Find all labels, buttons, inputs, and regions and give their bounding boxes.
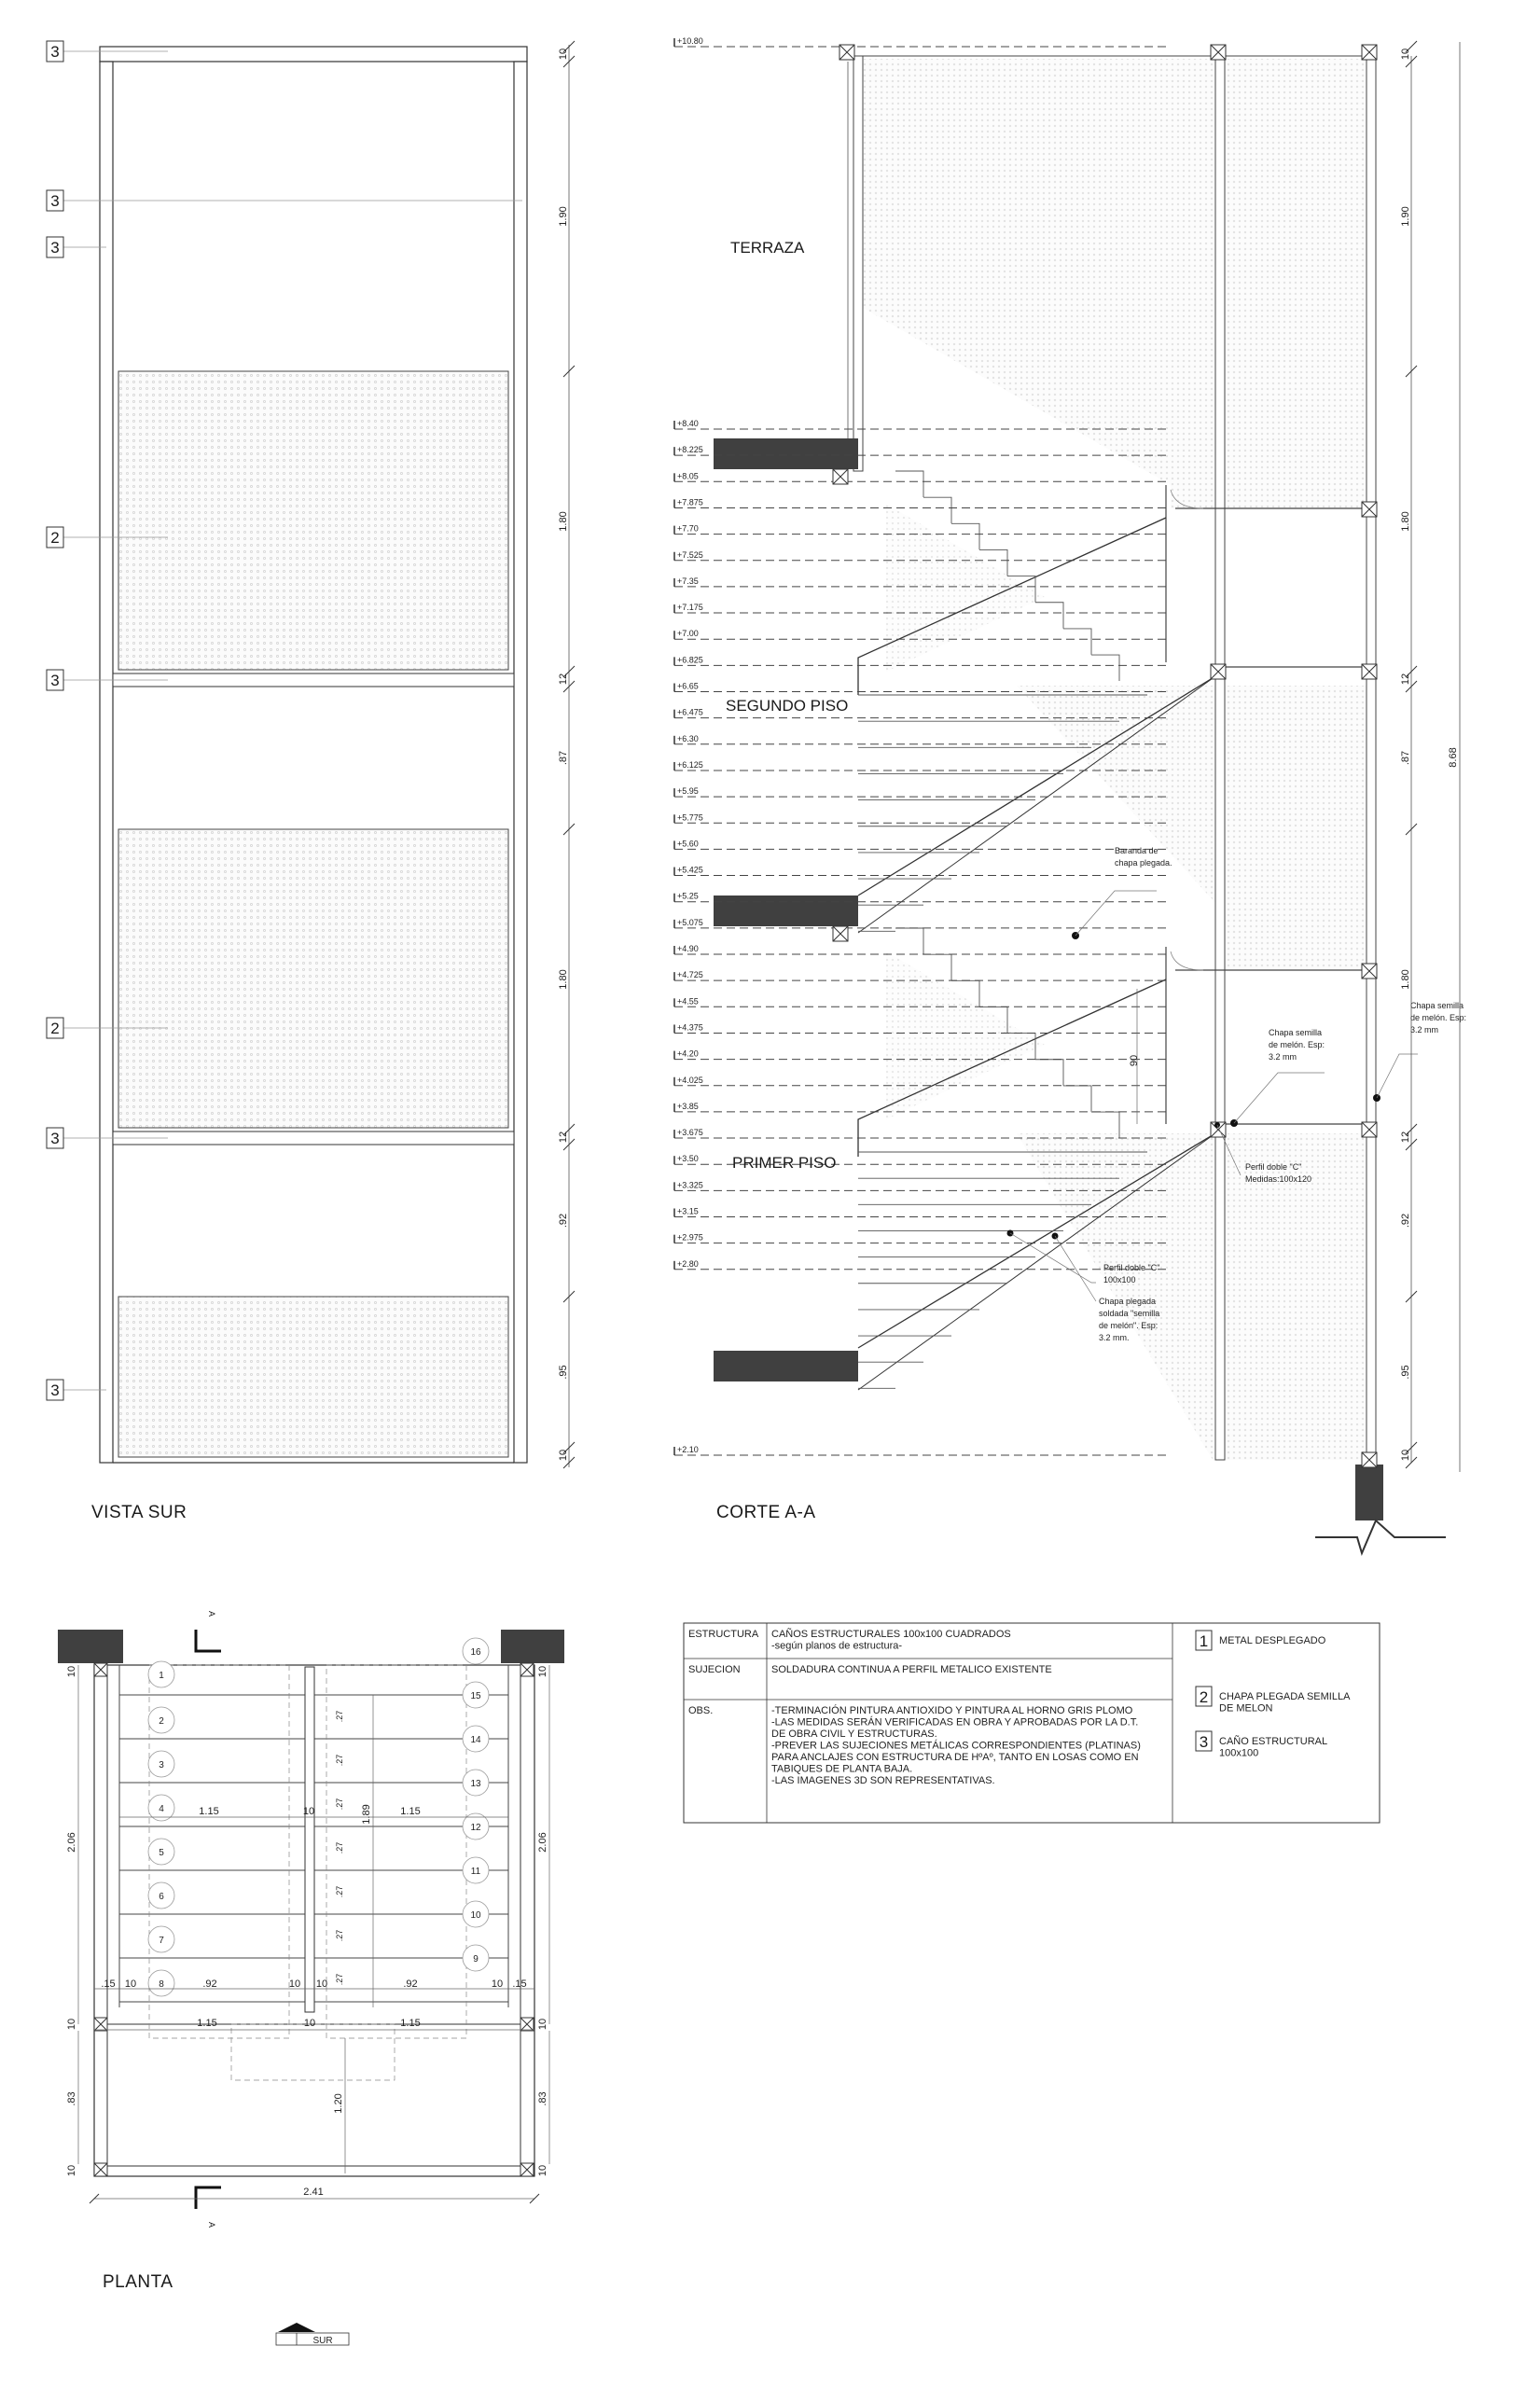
- vista-dim-label: 12: [558, 673, 569, 686]
- dim-landing-width-left: 1.15: [197, 2018, 217, 2029]
- dim-landing-gap: 10: [303, 2018, 316, 2029]
- table-value: -PREVER LAS SUJECIONES METÁLICAS CORRESPONDIENTES (PLATINAS): [771, 1740, 1141, 1752]
- level-label: +7.525: [677, 549, 703, 560]
- section-mark-top: A: [207, 1610, 216, 1617]
- corte-aa: [674, 36, 1466, 1553]
- tread-dim: .27: [335, 1710, 344, 1723]
- corte-dim-label: .95: [1400, 1365, 1411, 1380]
- vista-beam-2: [113, 1132, 514, 1145]
- north-arrow: [276, 2323, 349, 2346]
- corte-mesh-middle: [1017, 686, 1371, 970]
- legend-num: 3: [1199, 1733, 1209, 1751]
- level-label: +4.375: [677, 1022, 703, 1033]
- vista-panel-middle: [118, 829, 508, 1128]
- level-label: +3.325: [677, 1180, 703, 1190]
- corte-mesh-upper: [863, 59, 1371, 508]
- level-label: +6.475: [677, 707, 703, 717]
- step-number: 3: [159, 1760, 164, 1770]
- corte-total-height: 8.68: [1448, 747, 1459, 768]
- annotation-perfil_c: Perfil doble "C": [1245, 1162, 1302, 1172]
- planta-section-marks: [196, 1630, 221, 2209]
- corte-mesh-tri-1: [886, 504, 1045, 672]
- section-mark-bottom: A: [207, 2221, 216, 2228]
- table-value: -LAS IMAGENES 3D SON REPRESENTATIVAS.: [771, 1775, 995, 1786]
- step-number: 2: [159, 1716, 164, 1727]
- level-label: +3.85: [677, 1101, 699, 1111]
- level-label: +3.15: [677, 1206, 699, 1216]
- corte-slab-middle: [714, 896, 858, 926]
- step-number: 12: [470, 1823, 481, 1833]
- tread-dim: .27: [335, 1841, 344, 1854]
- table-value: CAÑOS ESTRUCTURALES 100x100 CUADRADOS: [771, 1629, 1011, 1640]
- vista-panel-lower: [118, 1297, 508, 1457]
- vista-dim-label: 10: [558, 1449, 569, 1462]
- dim-edge: 10: [66, 2018, 77, 2031]
- dim-edge-15: .15: [512, 1978, 527, 1990]
- tread-dim: .27: [335, 1973, 344, 1986]
- level-label: +8.05: [677, 471, 699, 481]
- vista-dim-label: .87: [558, 750, 569, 766]
- dim-landing-center: 1.20: [333, 2093, 344, 2114]
- dim-center-length: 1.89: [361, 1804, 372, 1825]
- corte-dim-label: 1.80: [1400, 511, 1411, 532]
- step-number: 6: [159, 1892, 164, 1902]
- table-value: SOLDADURA CONTINUA A PERFIL METALICO EXISTENTE: [771, 1664, 1052, 1675]
- table-key: SUJECION: [688, 1664, 741, 1675]
- table-value: DE OBRA CIVIL Y ESTRUCTURAS.: [771, 1729, 937, 1740]
- corte-dim-label: 12: [1400, 1131, 1411, 1144]
- legend-table: [684, 1623, 1380, 1823]
- level-label: +8.225: [677, 445, 703, 455]
- dim-gap: 10: [302, 1806, 315, 1817]
- level-label: +8.40: [677, 419, 699, 428]
- vista-dims: [558, 41, 575, 1468]
- level-label: +4.90: [677, 944, 699, 953]
- level-label: +4.55: [677, 996, 699, 1007]
- tread-dim: .27: [335, 1798, 344, 1811]
- level-label: +7.875: [677, 497, 703, 507]
- tread-dim: .27: [335, 1885, 344, 1898]
- vista-tag: 2: [50, 1020, 60, 1037]
- step-number: 16: [470, 1647, 481, 1658]
- vista-tag: 2: [50, 529, 60, 547]
- corte-dim-label: 10: [1400, 1449, 1411, 1462]
- legend-text: DE MELON: [1219, 1702, 1273, 1715]
- corte-title: CORTE A-A: [716, 1503, 816, 1522]
- tread-dim: .27: [335, 1754, 344, 1767]
- annotation-perfil_c: Medidas:100x120: [1245, 1174, 1312, 1184]
- planta-center-rail: [302, 1667, 315, 2012]
- vista-dim-label: 1.80: [558, 969, 569, 990]
- dim-edge: 10: [537, 1665, 548, 1678]
- corte-slab-top: [714, 438, 858, 469]
- level-label: +4.20: [677, 1048, 699, 1059]
- level-label: +7.175: [677, 603, 703, 613]
- vista-tag: 3: [50, 192, 60, 210]
- level-label: +2.975: [677, 1232, 703, 1243]
- corte-mesh-lower: [1017, 1133, 1371, 1460]
- annotation-baranda: Baranda de: [1115, 846, 1158, 855]
- table-value: -LAS MEDIDAS SERÁN VERIFICADAS EN OBRA Y APROBADAS POR LA D.T.: [771, 1716, 1139, 1729]
- annotation-chapa_soldada: Chapa plegada: [1099, 1297, 1157, 1306]
- level-label: +7.35: [677, 576, 699, 586]
- level-label: +10.80: [677, 36, 703, 46]
- dim-edge: 10: [124, 1978, 137, 1990]
- vista-tag: 3: [50, 672, 60, 689]
- corte-mesh-tri-2: [886, 951, 1045, 1119]
- dim-edge: 10: [537, 2164, 548, 2177]
- level-label: +6.125: [677, 759, 703, 770]
- step-number: 11: [470, 1867, 481, 1877]
- dim-bottom-left: .92: [202, 1978, 217, 1990]
- annotation-baranda: chapa plegada.: [1115, 858, 1172, 868]
- vista-dim-label: 10: [558, 48, 569, 61]
- annotation-chapa_ext: 3.2 mm: [1410, 1025, 1439, 1034]
- dim-edge: 10: [66, 2164, 77, 2177]
- vista-top-beam: [100, 47, 527, 62]
- table-value: -según planos de estructura-: [771, 1640, 903, 1652]
- dim-side-length-left: 2.06: [66, 1832, 77, 1853]
- annotation-chapa_ext: de melón. Esp:: [1410, 1013, 1467, 1022]
- level-label: +6.30: [677, 733, 699, 743]
- level-label: +2.80: [677, 1258, 699, 1269]
- annotation-chapa_soldada: soldada "semilla: [1099, 1309, 1160, 1318]
- vista-tag: 3: [50, 43, 60, 61]
- step-number: 9: [473, 1954, 479, 1965]
- floor-label-primer: PRIMER PISO: [732, 1154, 837, 1172]
- corte-dim-label: 12: [1400, 673, 1411, 686]
- corte-dim-label: .87: [1400, 750, 1411, 766]
- dim-width-right: 1.15: [400, 1806, 421, 1817]
- table-value: PARA ANCLAJES CON ESTRUCTURA DE HºAº, TANTO EN LOSAS COMO EN: [771, 1752, 1139, 1763]
- vista-left-post: [100, 62, 113, 1463]
- step-number: 4: [159, 1804, 164, 1814]
- legend-text: 100x100: [1219, 1747, 1259, 1759]
- dim-width-left: 1.15: [199, 1806, 219, 1817]
- vista-dim-label: .92: [558, 1213, 569, 1229]
- vista-sur: [47, 41, 575, 1522]
- corte-dim-label: 10: [1400, 48, 1411, 61]
- annotation-perfil_c2: Perfil doble "C": [1103, 1263, 1160, 1272]
- annotation-chapa_soldada: de melón". Esp:: [1099, 1321, 1158, 1330]
- dim-landing-width-right: 1.15: [400, 2018, 421, 2029]
- dim-edge: 10: [315, 1978, 328, 1990]
- level-label: +5.95: [677, 786, 699, 797]
- planta-wall-left: [58, 1630, 123, 1663]
- annotation-chapa_int: de melón. Esp:: [1269, 1040, 1325, 1049]
- corte-column-center: [1215, 56, 1225, 1460]
- legend-text: CAÑO ESTRUCTURAL: [1219, 1736, 1328, 1747]
- annotation-chapa_int: Chapa semilla: [1269, 1028, 1323, 1037]
- table-key: ESTRUCTURA: [688, 1629, 759, 1640]
- dim-landing-depth-left: .83: [66, 2091, 77, 2106]
- step-number: 7: [159, 1936, 164, 1946]
- legend-text: METAL DESPLEGADO: [1219, 1635, 1326, 1646]
- corte-dims: [1400, 41, 1417, 1468]
- level-label: +3.675: [677, 1128, 703, 1138]
- step-number: 10: [470, 1910, 481, 1921]
- level-label: +5.25: [677, 891, 699, 901]
- level-label: +4.025: [677, 1075, 703, 1085]
- vista-beam-1: [113, 673, 514, 687]
- annotation-chapa_soldada: 3.2 mm.: [1099, 1333, 1130, 1342]
- level-label: +4.725: [677, 970, 703, 980]
- planta-title: PLANTA: [103, 2272, 173, 2292]
- floor-label-terraza: TERRAZA: [730, 239, 805, 257]
- level-label: +5.425: [677, 865, 703, 875]
- north-label: SUR: [312, 2336, 333, 2346]
- planta: [58, 1611, 564, 2346]
- legend-text: CHAPA PLEGADA SEMILLA: [1219, 1691, 1351, 1702]
- floor-label-segundo: SEGUNDO PISO: [726, 697, 849, 715]
- vista-tags: [47, 41, 63, 1400]
- dim-edge: 10: [66, 1665, 77, 1678]
- annotation-perfil_c2: 100x100: [1103, 1275, 1136, 1284]
- dim-bottom-right: .92: [403, 1978, 418, 1990]
- corte-dim-label: .92: [1400, 1213, 1411, 1229]
- dim-edge: 10: [537, 2018, 548, 2031]
- vista-right-post: [514, 62, 527, 1463]
- corte-slab-bottom: [714, 1351, 858, 1381]
- corte-column-left: [853, 56, 863, 471]
- level-label: +6.825: [677, 655, 703, 665]
- vista-title: VISTA SUR: [91, 1503, 187, 1522]
- corte-dim-label: 1.90: [1400, 206, 1411, 227]
- annotation-chapa_ext: Chapa semilla: [1410, 1001, 1464, 1010]
- annotation-chapa_int: 3.2 mm: [1269, 1052, 1297, 1062]
- level-label: +5.075: [677, 917, 703, 927]
- table-value: -TERMINACIÓN PINTURA ANTIOXIDO Y PINTURA AL HORNO GRIS PLOMO: [771, 1705, 1133, 1716]
- level-label: +3.50: [677, 1154, 699, 1164]
- vista-dim-label: 1.90: [558, 206, 569, 227]
- dim-landing-depth-right: .83: [537, 2091, 548, 2106]
- corte-foundation: [1355, 1465, 1383, 1520]
- dim-edge: 10: [288, 1978, 301, 1990]
- step-number: 8: [159, 1979, 164, 1990]
- step-number: 14: [470, 1735, 481, 1745]
- vista-dim-label: .95: [558, 1365, 569, 1380]
- tread-dim: .27: [335, 1929, 344, 1942]
- vista-panel-upper: [118, 371, 508, 670]
- dim-side-length-right: 2.06: [537, 1832, 548, 1853]
- planta-wall-right: [501, 1630, 564, 1663]
- step-number: 1: [159, 1671, 164, 1681]
- vista-tag: 3: [50, 1130, 60, 1147]
- dim-edge-15: .15: [101, 1978, 116, 1990]
- level-label: +2.10: [677, 1445, 699, 1454]
- vista-dim-label: 1.80: [558, 511, 569, 532]
- corte-dim-label: 1.80: [1400, 969, 1411, 990]
- level-label: +5.60: [677, 839, 699, 849]
- level-label: +7.70: [677, 523, 699, 534]
- step-number: 13: [470, 1779, 481, 1789]
- vista-tag: 3: [50, 1381, 60, 1399]
- level-label: +5.775: [677, 812, 703, 823]
- table-key: OBS.: [688, 1705, 714, 1716]
- dim-edge: 10: [491, 1978, 504, 1990]
- vista-tag: 3: [50, 239, 60, 257]
- legend-num: 2: [1199, 1688, 1209, 1706]
- railing-height: 90: [1129, 1054, 1140, 1067]
- level-label: +7.00: [677, 629, 699, 639]
- level-label: +6.65: [677, 681, 699, 691]
- dim-total-width: 2.41: [303, 2187, 324, 2198]
- table-value: TABIQUES DE PLANTA BAJA.: [771, 1763, 913, 1775]
- legend-num: 1: [1199, 1632, 1209, 1650]
- step-number: 5: [159, 1848, 164, 1858]
- vista-leaders: [63, 51, 522, 1390]
- step-number: 15: [470, 1691, 481, 1701]
- corte-column-right: [1367, 56, 1376, 1460]
- vista-dim-label: 12: [558, 1131, 569, 1144]
